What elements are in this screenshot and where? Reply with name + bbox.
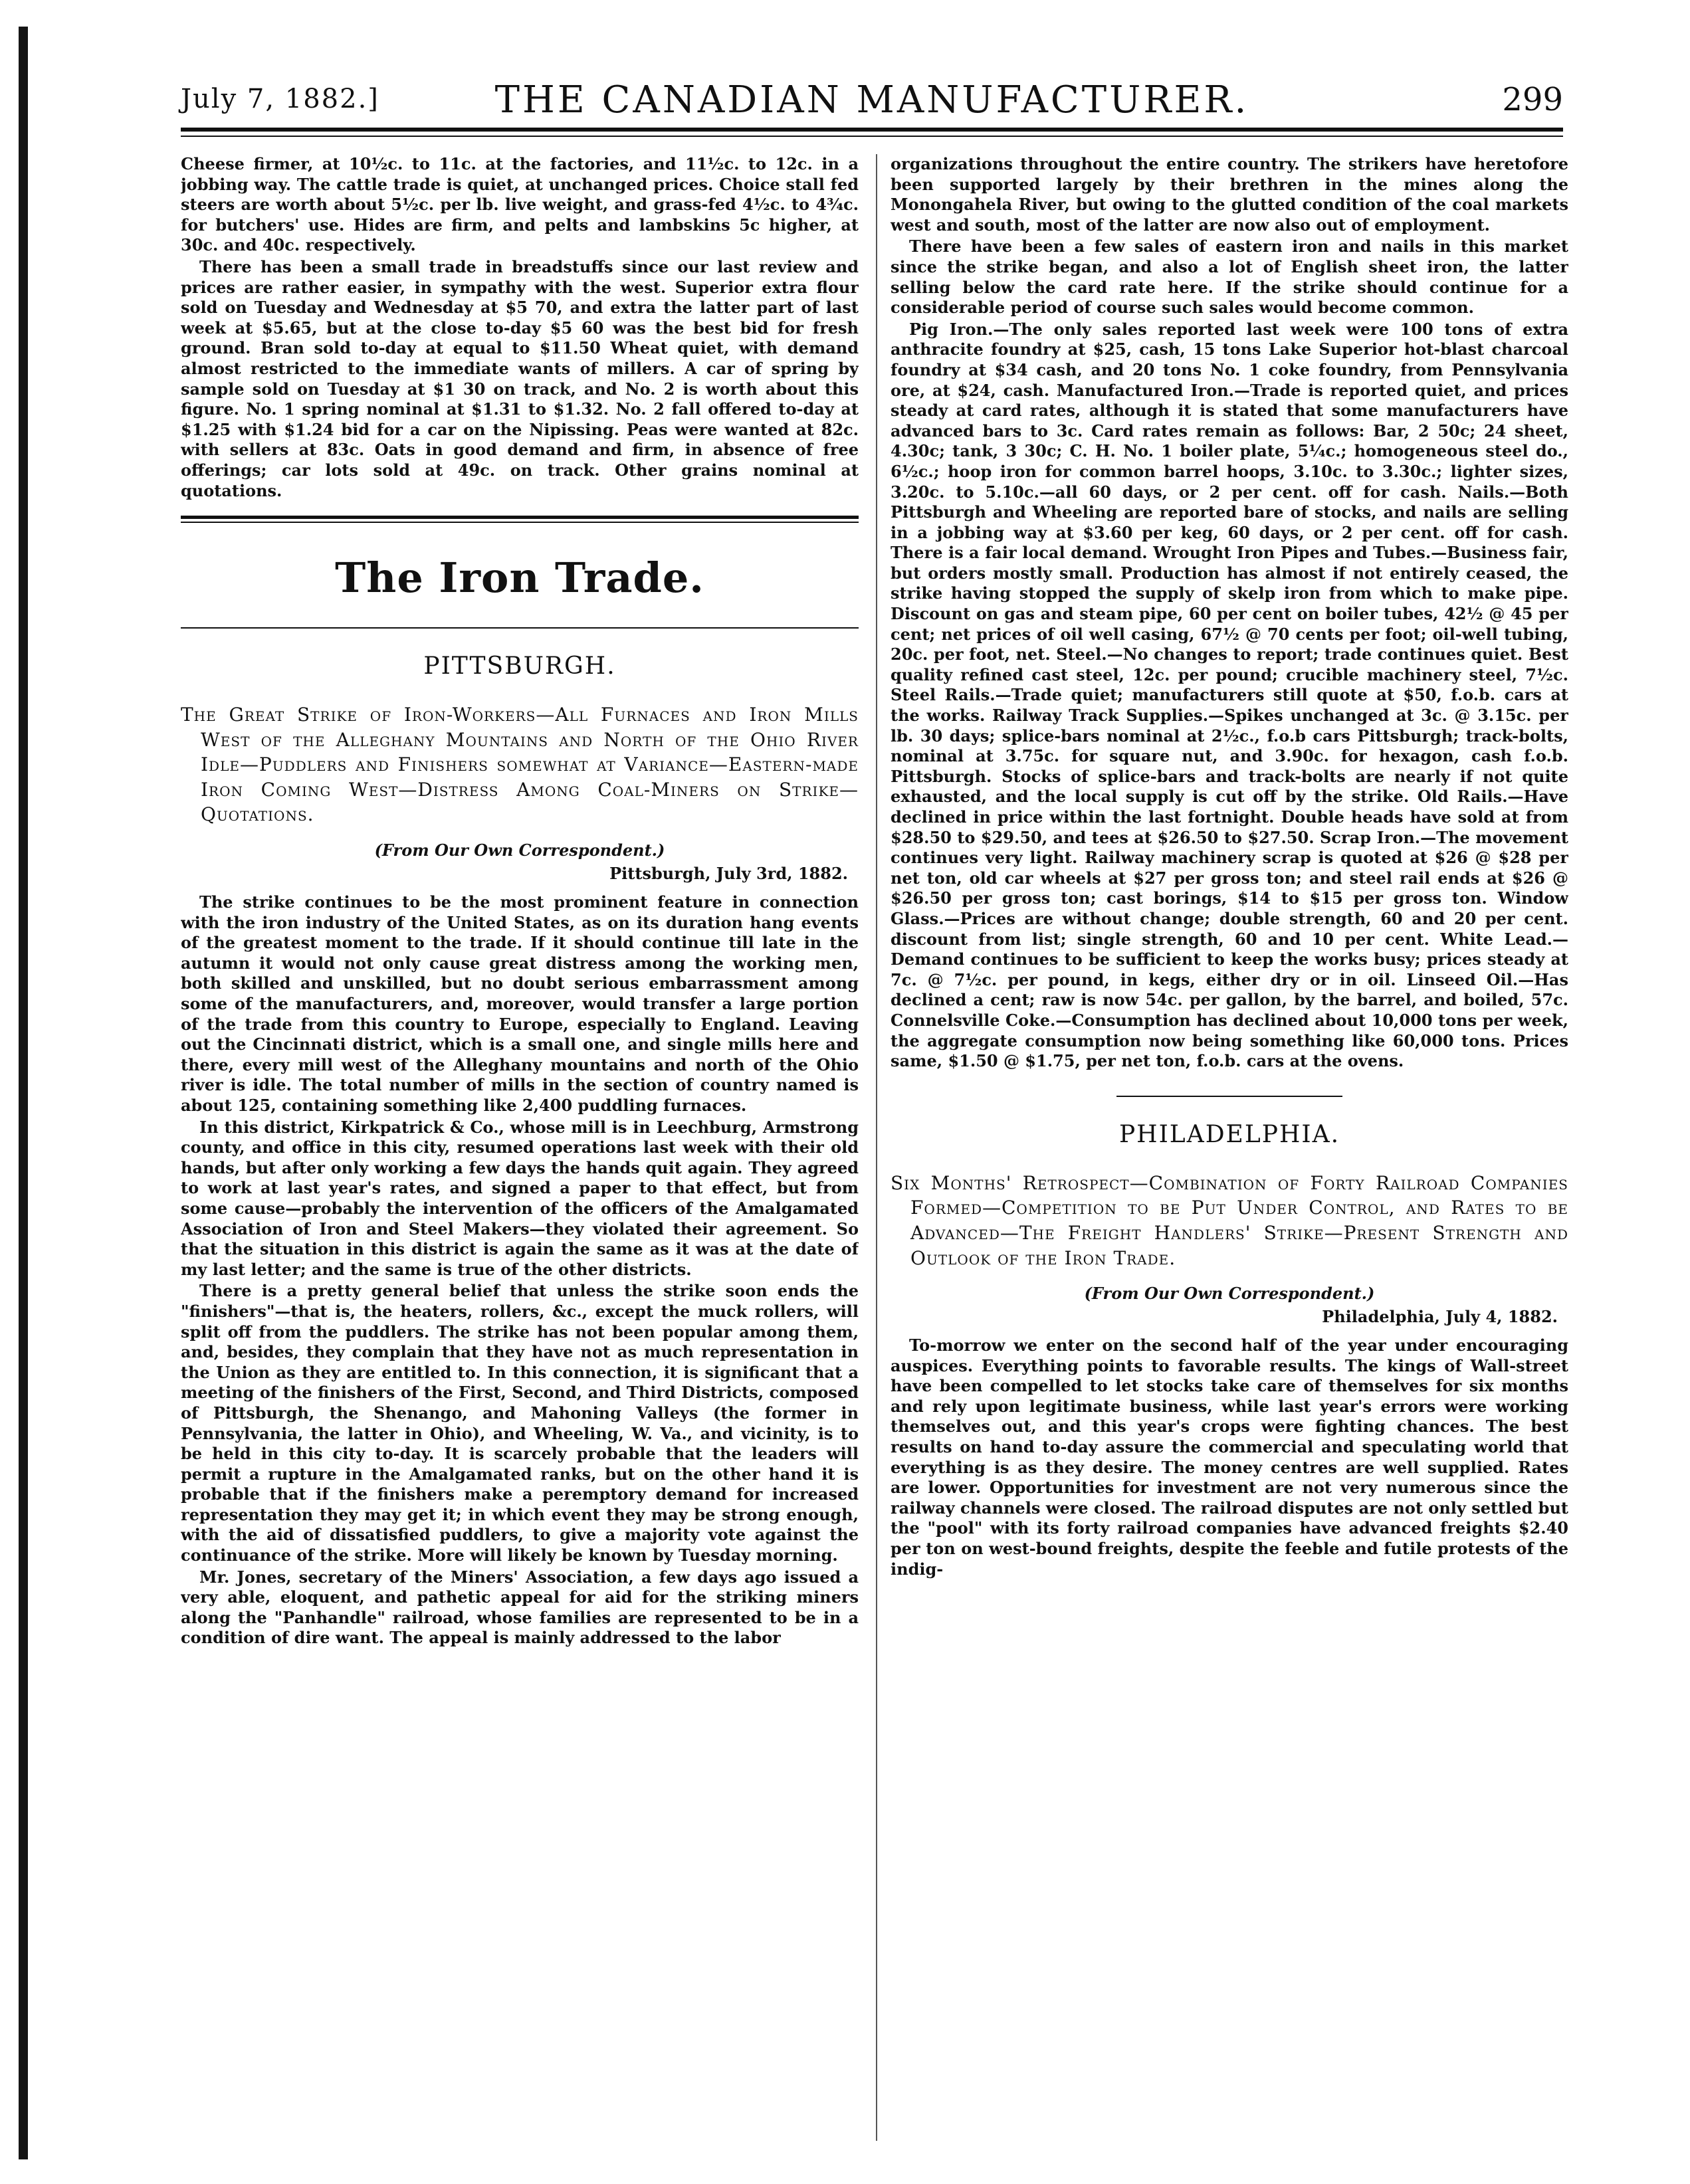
correspondent-credit: (From Our Own Correspondent.): [374, 841, 665, 860]
column-divider: [876, 154, 877, 2141]
right-column: [891, 154, 1568, 2141]
header-rule-thin: [181, 136, 1563, 137]
issue-date: July 7, 1882.]: [181, 84, 379, 114]
article-paragraph: Mr. Jones, secretary of the Miners' Association, a few days ago issued a very able, eloquent, and pathetic appeal for aid for the striking miners along the "Panhandle" railroad, whose families are represented to be in a condition of dire want. The appeal is mainly addressed to the labor: [181, 1567, 859, 1648]
section-rule: [181, 627, 859, 629]
article-headline: Six Months' Retrospect—Combination of Forty Railroad Companies Formed—Competition to be Put Under Control, and Rates to be Advanced—The Freight Handlers' Strike—Present Strength and Outlook of the Iron Trade.: [891, 1171, 1568, 1269]
publication-title: THE CANADIAN MANUFACTURER.: [494, 78, 1249, 122]
article-dateline: Pittsburgh, July 3rd, 1882.: [609, 864, 848, 884]
article-headline: The Great Strike of Iron-Workers—All Furnaces and Iron Mills West of the Alleghany Mountains and North of the Ohio River Idle—Puddlers and Finishers somewhat at Variance—Eastern-made Iron Coming West—Distress Among Coal-Miners on Strike—Quotations.: [181, 704, 859, 826]
scan-edge: [19, 27, 28, 2159]
left-column: [181, 154, 859, 2141]
section-rule: [1116, 1096, 1342, 1097]
city-heading-pittsburgh: PITTSBURGH.: [423, 652, 616, 680]
page-header: [181, 78, 1563, 125]
markets-paragraph: There has been a small trade in breadstuffs since our last review and prices are rather easier, in sympathy with the west. Superior extra flour sold on Tuesday and Wednesday at $5 70, and extra the latter part of last week at $5.65, but at the close to-day $5 60 was the best bid for fresh ground. Bran sold to-day at equal to $11.50 Wheat quiet, with demand almost restricted to the immediate wants of millers. A car of spring by sample sold on Tuesday at $1 30 on track, and No. 2 is worth about this figure. No. 1 spring nominal at $1.31 to $1.32. No. 2 fall offered to-day at $1.25 with $1.24 bid for a car on the Nipissing. Peas were wanted at 82c. with sellers at 83c. Oats in good demand and firm, in absence of free offerings; car lots sold at 49c. on track. Other grains nominal at quotations.: [181, 256, 859, 500]
department-title: The Iron Trade.: [335, 553, 704, 603]
city-heading-philadelphia: PHILADELPHIA.: [1118, 1120, 1340, 1148]
section-rule: [181, 516, 859, 523]
page-number: 299: [1502, 81, 1563, 118]
article-paragraph: To-morrow we enter on the second half of the year under encouraging auspices. Everything points to favorable results. The kings of Wall-street have been compelled to let stocks take care of themselves for six months and rely upon legitimate business, while last year's errors were working themselves out, and this year's crops were fighting chances. The best results on hand to-day assure the commercial and speculating world that everything is as they desire. The money centres are well supplied. Rates are lower. Opportunities for investment are not very numerous since the railway channels were closed. The railroad disputes are not only settled but the "pool" with its forty railroad companies have advanced freights $2.40 per ton on west-bound freights, despite the feeble and futile protests of the indig-: [891, 1336, 1568, 1579]
correspondent-credit: (From Our Own Correspondent.): [1084, 1284, 1375, 1304]
article-paragraph: There have been a few sales of eastern iron and nails in this market since the strike began, and also a lot of English sheet iron, the latter selling below the card rate here. If the strike should continue for a considerable period of course such sales would become common.: [891, 237, 1568, 318]
quotations-paragraph: Pig Iron.—The only sales reported last week were 100 tons of extra anthracite foundry at $25, cash, 15 tons Lake Superior hot-blast charcoal foundry at $34 cash, and 20 tons No. 1 coke foundry, from Pennsylvania ore, at $24, cash. Manufactured Iron.—Trade is reported quiet, and prices steady at card rates, although it is stated that some manufacturers have advanced bars to 3c. Card rates remain as follows: Bar, 2 50c; 24 sheet, 4.30c; tank, 3 30c; C. H. No. 1 boiler plate, 5¼c.; homogeneous steel do., 6½c.; hoop iron for common barrel hoops, 3.10c. to 3.30c.; lighter sizes, 3.20c. to 5.10c.—all 60 days, or 2 per cent. off for cash. Nails.—Both Pittsburgh and Wheeling are reported bare of stocks, and nails are selling in a jobbing way at $3.60 per keg, 60 days, or 2 per cent. off for cash. There is a fair local demand. Wrought Iron Pipes and Tubes.—Business fair, but orders mostly small. Production has almost if not entirely ceased, the strike having stopped the supply of skelp iron from which to make pipe. Discount on gas and steam pipe, 60 per cent on boiler tubes, 42½ @ 45 per cent; net prices of oil well casing, 67½ @ 70 cents per foot; oil-well tubing, 20c. per foot, net. Steel.—No changes to report; trade continues quiet. Best quality refined cast steel, 12c. per pound; crucible machinery steel, 7½c. Steel Rails.—Trade quiet; manufacturers still quote at $50, f.o.b. cars at the works. Railway Track Supplies.—Spikes unchanged at 3c. @ 3.15c. per lb. 30 days; splice-bars nominal at 2½c., f.o.b cars Pittsburgh; track-bolts, nominal at 3.75c. for square nut, and 3.90c. for hexagon, cash f.o.b. Pittsburgh. Stocks of splice-bars and track-bolts are nearly if not quite exhausted, and the local supply is cut off by the strike. Old Rails.—Have declined in price within the last fortnight. Double heads have sold at from $28.50 to $29.50, and tees at $26.50 to $27.50. Scrap Iron.—The movement continues very light. Railway machinery scrap is quoted at $26 @ $28 per net ton, old car wheels at $27 per gross ton; and steel rail ends at $26 @ $26.50 per gross ton; cast borings, $14 to $15 per gross ton. Window Glass.—Prices are without change; double strength, 60 and 20 per cent. discount from list; single strength, 60 and 10 per cent. White Lead.—Demand continues to be sufficient to keep the works busy; prices steady at 7c. @ 7½c. per pound, in kegs, either dry or in oil. Linseed Oil.—Has declined a cent; raw is now 54c. per gallon, by the barrel, and boiled, 57c. Connelsville Coke.—Consumption has declined about 10,000 tons per week, the aggregate consumption now being something like 60,000 tons. Prices same, $1.50 @ $1.75, per net ton, f.o.b. cars at the ovens.: [891, 319, 1568, 1071]
article-dateline: Philadelphia, July 4, 1882.: [1322, 1307, 1558, 1327]
article-paragraph: In this district, Kirkpatrick & Co., whose mill is in Leechburg, Armstrong county, and office in this city, resumed operations last week with their old hands, but after only working a few days the hands quit again. They agreed to work at last year's rates, and signed a paper to that effect, but from some cause—probably the intervention of the officers of the Amalgamated Association of Iron and Steel Makers—they violated their agreement. So that the situation in this district is again the same as it was at the date of my last letter; and the same is true of the other districts.: [181, 1117, 859, 1279]
markets-paragraph: Cheese firmer, at 10½c. to 11c. at the factories, and 11½c. to 12c. in a jobbing way. The cattle trade is quiet, at unchanged prices. Choice stall fed steers are worth about 5½c. per lb. live weight, and grass-fed 4½c. to 4¾c. for butchers' use. Hides are firm, and pelts and lambskins 5c higher, at 30c. and 40c. respectively.: [181, 154, 859, 255]
article-paragraph: The strike continues to be the most prominent feature in connection with the iron industry of the United States, as on its duration hang events of the greatest moment to the trade. If it should continue till late in the autumn it would not only cause great distress among the working men, both skilled and unskilled, but no doubt serious embarrassment among some of the manufacturers, and, moreover, would transfer a large portion of the trade from this country to Europe, especially to England. Leaving out the Cincinnati district, which is a small one, and single mills here and there, every mill west of the Alleghany mountains and north of the Ohio river is idle. The total number of mills in the section of country named is about 125, containing something like 2,400 puddling furnaces.: [181, 892, 859, 1115]
article-paragraph: There is a pretty general belief that unless the strike soon ends the "finishers"—that is, the heaters, rollers, &c., except the muck rollers, will split off from the puddlers. The strike has not been popular among them, and, besides, they complain that they have not as much representation in the Union as they are entitled to. In this connection, it is significant that a meeting of the finishers of the First, Second, and Third Districts, composed of Pittsburgh, the Shenango, and Mahoning Valleys (the former in Pennsylvania, the latter in Ohio), and Wheeling, W. Va., and vicinity, is to be held in this city to-day. It is scarcely probable that the leaders will permit a rupture in the Amalgamated ranks, but on the other hand it is probable that if the finishers make a peremptory demand for increased representation they may get it; in which event they may be strong enough, with the aid of dissatisfied puddlers, to give a majority vote against the continuance of the strike. More will likely be known by Tuesday morning.: [181, 1281, 859, 1565]
header-rule: [181, 128, 1563, 132]
article-paragraph: organizations throughout the entire country. The strikers have heretofore been supported largely by their brethren in the mines along the Monongahela River, but owing to the glutted condition of the coal markets west and south, most of the latter are now also out of employment.: [891, 154, 1568, 235]
